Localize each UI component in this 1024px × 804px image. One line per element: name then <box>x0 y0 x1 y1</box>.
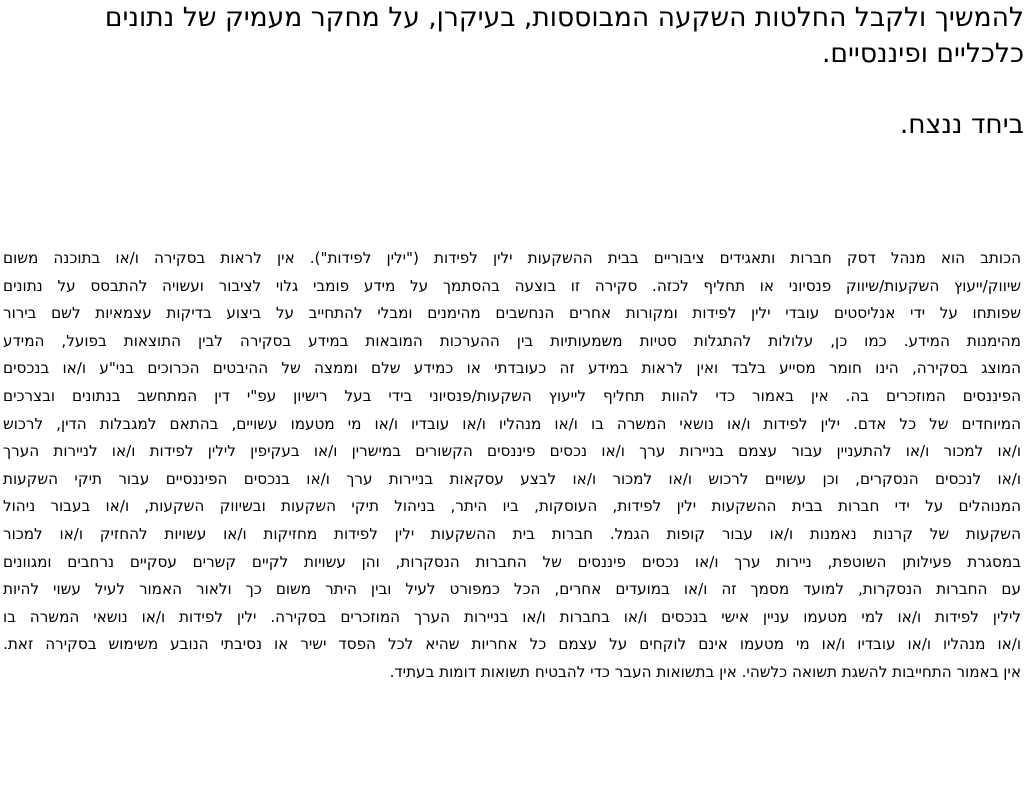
disclaimer-line: המנוהלים על ידי חברות בבית ההשקעות ילין לפידות, העוסקות, ביו היתר, בניהול תיקי השקעות ובשיווק השקעות, ו/או בעבור ניהול <box>3 497 1021 516</box>
disclaimer-line: שיווק/ייעוץ השקעות/שיווק פנסיוני או תחליף לכזה. סקירה זו בוצעה בהסתמך על מידע פומבי גלוי לציבור ועשויה להתבסס על נתונים <box>3 276 1021 295</box>
disclaimer-line: השקעות של קרנות נאמנות ו/או עבור קופות הגמל. חברות בית ההשקעות ילין לפידות מחזיקות ו/או עשויות להחזיק ו/או למכור <box>3 524 1021 543</box>
disclaimer-line: במסגרת פעילותן השוטפת, ניירות ערך ו/או נכסים פיננסים של החברות הנסקרות, והן עשויות לקיים קשרים עסקיים נרחבים ומגוונים <box>3 552 1021 571</box>
article-closing-paragraph <box>6 0 1024 72</box>
disclaimer-line: המיוחדים של כל אדם. ילין לפידות ו/או נושאי המשרה בו ו/או מנהליו ו/או עובדיו ו/או מי מטעמו עשויים, בהתאם למגבלות הדין, לרכוש <box>3 414 1021 433</box>
disclaimer-line: מהימנות המידע. כמו כן, עלולות להתגלות סטיות משמעותיות בין ההערכות המובאות במידע בסקירה לבין התוצאות בפועל, המידע <box>3 331 1021 350</box>
disclaimer-line: הכותב הוא מנהל דסק חברות ותאגידים ציבוריים בבית ההשקעות ילין לפידות ("ילין לפידות"). אין לראות בסקירה ו/או בתוכנה משום <box>3 249 1021 267</box>
disclaimer-line: המוצג בסקירה, הינו חומר מסייע בלבד ואין לראות במידע זה כעובדתי או כמידע שלם וממצה של ההיבטים הכרוכים בני"ע ו/או בנכסים <box>3 359 1021 378</box>
disclaimer-line: עם החברות הנסקרות, למועד מסמך זה ו/או במועדים אחרים, הכל כמפורט לעיל ובין היתר משום כך ולאור האמור לעיל עשוי להיות <box>3 580 1021 599</box>
closing-line: ביחד ננצח. <box>899 109 1024 140</box>
headline-line-1: להמשיך ולקבל החלטות השקעה המבוססות, בעיקרן, על מחקר מעמיק של נתונים <box>104 2 1024 33</box>
disclaimer-line: ו/או מנהליו ו/או עובדיו ו/או מי מטעמו אינם לוקחים על עצמם כל אחריות שהיא לכל הפסד ישיר או נסיבתי הנובע משימוש בסקירה זאת. <box>3 635 1021 654</box>
disclaimer-line: שפותחו על ידי אנליסטים עובדי ילין לפידות ומקורות אחרים הנחשבים מהימנים ומבלי להתחייב על ביצוע בדיקות עצמאיות לשם בירור <box>3 304 1021 323</box>
disclaimer-paragraph <box>3 245 1021 687</box>
disclaimer-line: אין באמור התחייבות להשגת תשואה כלשהי. אין בתשואות העבר כדי להבטיח תשואות דומות בעתיד. <box>389 662 1021 681</box>
disclaimer-line: לילין לפידות ו/או למי מטעמו עניין אישי בנכסים ו/או בחברות ו/או בניירות הערך המוזכרים בסקירה. ילין לפידות ו/או נושאי המשרה בו <box>3 607 1021 626</box>
headline-line-2: כלכליים ופיננסיים. <box>822 38 1024 69</box>
disclaimer-line: ו/או לנכסים הנסקרים, וכן עשויים לרכוש ו/או למכור ו/או לבצע עסקאות בניירות ערך ו/או בנכסים הפיננסיים עבור תיקי השקעות <box>3 469 1021 488</box>
disclaimer-line: הפיננסים המוזכרים בה. אין באמור כדי להוות תחליף לייעוץ השקעות/פנסיוני בידי בעל רישיון עפ"י דין המתחשב בנתונים ובצרכים <box>3 386 1021 405</box>
disclaimer-line: ו/או למכור ו/או להתעניין עבור עצמם בניירות ערך ו/או נכסים פיננסים הקשורים במישרין ו/או בעקיפין לילין לפידות ו/או לניירות הערך <box>3 442 1021 461</box>
